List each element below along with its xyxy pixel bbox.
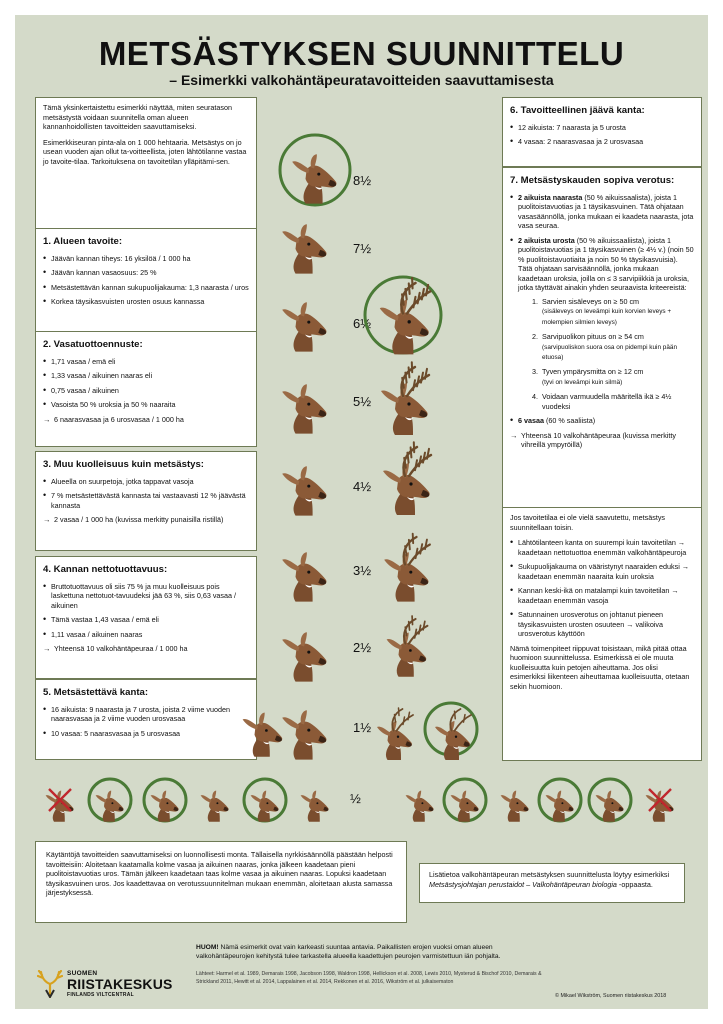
adjustments-note: Nämä toimenpiteet riippuvat toisistaan, mikä pitää ottaa huomioon suunnittelussa. Esimerkissä ei ole muuta kuolleisuutta kuin petojen aiheuttama. Jos olisi esimerkiksi liikenteen aiheuttamaa kuolleisuutta, otetaan sekin huomioon. [510, 643, 690, 691]
doe-icon [282, 552, 326, 601]
list-item: • 1,71 vasaa / emä eli [43, 357, 249, 367]
disclaimer-bold: HUOM! [196, 944, 219, 951]
doe-icon [282, 632, 326, 681]
doe-icon [282, 466, 326, 515]
logo-text-main: RIISTAKESKUS [67, 976, 173, 992]
disclaimer-text: Nämä esimerkit ovat vain karkeasti suuntaa antavia. Paikallisten erojen vuoksi oman alueen valkohäntäpeurojen kehitystä tulee tarkastella alueella kaadettujen peurojen varmistettuun iän pohjalta. [196, 944, 501, 961]
result-item: → 6 naarasvasaa ja 6 urosvasaa / 1 000 ha [43, 415, 249, 425]
list-item: • Jäävän kannan vasaosuus: 25 % [43, 268, 249, 278]
list-item: • Kannan keski-ikä on matalampi kuin tavoitetilan → kaadetaan enemmän vasoja [510, 586, 694, 605]
poster [15, 15, 708, 1009]
doe-icon [282, 302, 326, 351]
item-text: (50 % aikuissaaliista), joista 1 puolitoistavuotias ja 1 täysikasvuinen (≥ 4½ v.) (noin 50 % puolitoistavuotiaita ja noin 50 % täysikasvuisia). Tätä ohjataan sarvisäännöllä, jonka mukaan kaadetaan uroksia, joilla on ≤ 3 sarvipiikkiä ja uroksia, jotka täyttävät ainakin yhden seuraavista kriteereistä: [518, 235, 694, 293]
age-label: ½ [350, 791, 361, 806]
list-item: • Satunnainen urosverotus on johtanut pieneen täysikasvuisten urosten osuuteen → valikoiva urosverotus käyttöön [510, 610, 694, 639]
list-item: • Jäävän kannan tiheys: 16 yksilöä / 1 000 ha [43, 254, 249, 264]
criterion-text: Sarvipuolikon pituus on ≥ 54 cm [542, 332, 644, 342]
list-item: • Vasoista 50 % uroksia ja 50 % naaraita [43, 400, 249, 410]
result-item: → Yhteensä 10 valkohäntäpeuraa (kuvissa merkitty vihreillä ympyröillä) [510, 431, 694, 450]
bold-text: 2 aikuista naarasta [518, 192, 583, 202]
age-label: 2½ [353, 640, 372, 655]
list-item: • 0,75 vasaa / aikuinen [43, 386, 249, 396]
list-item: • 12 aikuista: 7 naarasta ja 5 urosta [510, 123, 694, 133]
buck-icon [387, 616, 428, 677]
list-item: • Alueella on suurpetoja, jotka tappavat vasoja [43, 477, 249, 487]
box-net-productivity-title: 4. Kannan nettotuottavuus: [43, 564, 168, 575]
fawn-icon [646, 791, 674, 822]
list-item: • Tämä vastaa 1,43 vasaa / emä eli [43, 615, 249, 625]
box-huntable-stock-title: 5. Metsästettävä kanta: [43, 687, 149, 698]
riistakeskus-logo [37, 970, 187, 1000]
age-label: 1½ [353, 720, 372, 735]
doe-icon [292, 154, 336, 203]
buck-icon [383, 442, 431, 515]
list-item: • 7 % metsästettävästä kannasta tai vastaavasti 12 % jäävästä kannasta [43, 491, 249, 510]
intro-paragraph-2: Esimerkkiseuran pinta-ala on 1 000 hehtaaria. Metsästys on jo usean vuoden ajan ollut ta-voitteellista, joten lähtötilanne vastaa jo tavoite-tilaa. Tarkoituksena on tavoitetilan ylläpitämi-sen. [43, 137, 247, 166]
age-label: 3½ [353, 563, 372, 578]
fawn-icon [201, 791, 229, 822]
more-info-text-3: -oppaasta. [616, 879, 653, 889]
doe-icon [282, 710, 326, 759]
rule-of-thumb-text: Käytäntöjä tavoitteiden saavuttamiseksi on luonnollisesti monta. Tällaisella nyrkkisäännöllä päästään helposti tavoitteisiin: Aloitetaan kaatamalla kolme vasaa ja aikuinen naaras, jonka jälkeen kaadetaan pieni puolitoistavuotias uros. Tämän jälkeen kaadetaan taas kolme vasaa ja aikuinen naaras. Lopuksi kaadetaan täysikasvuinen uros. Jos kaadettavaa on verotussuunnitelman mukaan enemmän, aloitetaan alusta samassa järjestyksessä. [46, 850, 393, 897]
list-item: • Sukupuolijakauma on vääristynyt naaraiden eduksi → kaadetaan enemmän naaraita kuin uroksia [510, 562, 694, 581]
list-item: • 1,11 vasaa / aikuinen naaras [43, 630, 249, 640]
age-label: 8½ [353, 173, 372, 188]
criterion-note: (tyvi on leveämpi kuin silmä) [542, 378, 623, 386]
result-item: → Yhteensä 10 valkohäntäpeuraa / 1 000 ha [43, 644, 249, 654]
criterion-text: Voidaan varmuudella määritellä ikä ≥ 4½ vuodeksi [542, 392, 672, 411]
criterion-note: (sarvipuoliskon suora osa on pidempi kuin pään etuosa) [542, 343, 677, 362]
bold-text: 2 aikuista urosta [518, 235, 575, 245]
fawn-icon [501, 791, 529, 822]
buck-icon [384, 534, 430, 602]
poster-title: METSÄSTYKSEN SUUNNITTELU [98, 35, 625, 72]
box-other-mortality-title: 3. Muu kuolleisuus kuin metsästys: [43, 459, 205, 470]
list-item: • 16 aikuista: 9 naarasta ja 7 urosta, joista 2 viime vuoden naarasvasaa ja 2 viime vuoden urosvasaa [43, 705, 249, 724]
age-label: 5½ [353, 394, 372, 409]
criterion-note: (sisäleveys on leveämpi kuin korvien leveys + molempien silmien leveys) [542, 308, 672, 326]
age-label: 6½ [353, 316, 372, 331]
more-info-text-1: Lisätietoa valkohäntäpeuran metsästyksen suunnittelusta löytyy esimerkiksi [429, 870, 670, 879]
list-item: • Lähtötilanteen kanta on suurempi kuin tavoitetilan → kaadetaan nettotuottoa enemmän valkohäntäpeuroja [510, 538, 694, 557]
criterion-text: Sarvien sisäleveys on ≥ 50 cm [542, 296, 640, 306]
logo-text-top: SUOMEN [67, 970, 98, 977]
more-info-title: Metsästysjohtajan perustaidot – Valkohäntäpeuran biologia [429, 879, 617, 889]
list-item: • Metsästettävän kannan sukupuolijakauma: 1,3 naarasta / uros [43, 283, 249, 293]
doe-icon [282, 384, 326, 433]
list-item: • Bruttotuottavuus oli siis 75 % ja muu kuolleisuus pois laskettuna nettotuot-tavuudeksi jää 63 %, siis 0,63 vasaa / aikuinen [43, 582, 249, 611]
box-area-goal-title: 1. Alueen tavoite: [43, 236, 123, 247]
age-label: 7½ [353, 241, 372, 256]
list-item: • Korkea täysikasvuisten urosten osuus kannassa [43, 297, 249, 307]
poster-subtitle: – Esimerkki valkohäntäpeuratavoitteiden saavuttamisesta [169, 72, 554, 88]
box-target-remaining-stock-title: 6. Tavoitteellinen jäävä kanta: [510, 105, 645, 116]
bold-text: 6 vasaa [518, 416, 544, 426]
doe-icon [282, 224, 326, 273]
intro-paragraph-1: Tämä yksinkertaistettu esimerkki näyttää, miten seuratason metsästystä voidaan suunnitella oman alueen kannanhoidollisten tavoitteiden saavuttamiseksi. [43, 103, 232, 131]
doe-icon [243, 713, 283, 757]
list-item: • 1,33 vasaa / aikuinen naaras eli [43, 371, 249, 381]
adjustments-intro: Jos tavoitetilaa ei ole vielä saavutettu, metsästys suunnitellaan toisin. [510, 513, 666, 532]
box-fawn-forecast-title: 2. Vasatuottoennuste: [43, 339, 143, 350]
fawn-icon [406, 791, 434, 822]
copyright-credit: © Mikael Wikström, Suomen riistakeskus 2018 [555, 993, 667, 999]
logo-antler-icon [37, 970, 63, 998]
deer-illustrations [15, 15, 708, 1009]
logo-text-bottom: FINLANDS VILTCENTRAL [67, 992, 135, 998]
fawn-icon [301, 791, 329, 822]
sources: Lähteet: Harmel et al. 1989, Demarais 1998, Jacobson 1998, Waldron 1998, Hellickson et al. 2008, Lewis 2010, Mysterud & Bischof 2010, Demarais & Strickland 2011, Hewitt et al. 2014, Lappalainen et al. 2014, Rekkonen et al. 2016, Wikström et al. julkaisematon [196, 971, 542, 985]
box-harvest-plan-title: 7. Metsästyskauden sopiva verotus: [510, 175, 675, 186]
disclaimer [196, 943, 536, 962]
criterion-text: Tyven ympärysmitta on ≥ 12 cm [542, 367, 644, 377]
buck-icon [380, 278, 430, 354]
result-item: → 2 vasaa / 1 000 ha (kuvissa merkitty punaisilla ristillä) [43, 515, 249, 525]
fawn-icon [46, 791, 74, 822]
item-text: (50 % aikuissaalista), joista 1 puolitoistavuotias ja 1 täysikasvuinen. Tätä ohjataan vasasäännöllä, jonka mukaan ei kaadeta naarasta, jota vasa seuraa. [518, 192, 694, 231]
buck-icon [377, 708, 413, 760]
buck-icon [381, 362, 429, 435]
item-text: (60 % saaliista) [543, 416, 596, 426]
list-item: • 4 vasaa: 2 naarasvasaa ja 2 urosvasaa [510, 137, 694, 147]
age-label: 4½ [353, 479, 372, 494]
list-item: • 10 vasaa: 5 naarasvasaa ja 5 urosvasaa [43, 729, 249, 739]
